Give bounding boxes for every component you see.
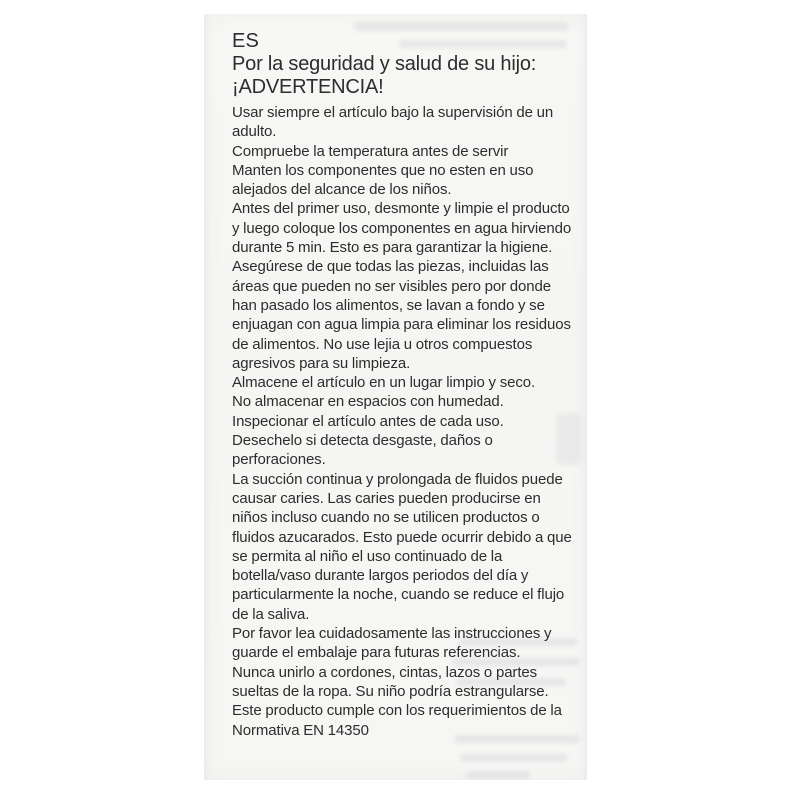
instruction-leaflet-page [204,14,587,780]
instruction-paragraph: Almacene el artículo en un lugar limpio y seco. [232,374,536,392]
instruction-paragraph: Por favor lea cuidadosamente las instrucciones y guarde el embalaje para futuras referencias. [232,625,552,662]
safety-heading: Por la seguridad y salud de su hijo: [232,53,537,75]
instruction-paragraph: Este producto cumple con los requerimientos de la Normativa EN 14350 [232,702,562,739]
instruction-paragraph: No almacenar en espacios con humedad. [232,393,504,411]
page-showthrough-ghost [460,754,568,762]
leaflet-content [204,14,587,740]
instruction-paragraph: Nunca unirlo a cordones, cintas, lazos o partes sueltas de la ropa. Su niño podría estrangularse. [232,663,549,700]
instruction-paragraph: Inspecionar el artículo antes de cada uso. [232,412,504,430]
instructions-text [232,103,572,740]
instruction-paragraph: Compruebe la temperatura antes de servir [232,142,509,160]
instruction-paragraph: Desechelo si detecta desgaste, daños o perforaciones. [232,432,493,469]
language-code-label: ES [232,30,260,52]
instruction-paragraph: La succión continua y prolongada de fluidos puede causar caries. Las caries pueden producirse en niños incluso cuando no se utilicen productos o fluidos azucarados. Esto puede ocurrir debido a que se permita al niño el uso continuado de la botella/vaso durante largos periodos del día y particularmente la noche, cuando se reduce el flujo de la saliva. [232,470,572,623]
instruction-paragraph: Usar siempre el artículo bajo la supervisión de un adulto. [232,104,554,141]
instruction-paragraph: Manten los componentes que no esten en uso alejados del alcance de los niños. [232,161,534,199]
warning-heading: ¡ADVERTENCIA! [232,76,384,98]
instruction-paragraph: Antes del primer uso, desmonte y limpie el producto y luego coloque los componentes en agua hirviendo durante 5 min. Esto es para garantizar la higiene. [232,200,572,257]
page-showthrough-ghost [466,771,530,779]
instruction-paragraph: Asegúrese de que todas las piezas, incluidas las áreas que pueden no ser visibles pero por donde han pasado los alimentos, se lavan a fondo y se enjuagan con agua limpia para eliminar los residuos de alimentos. No use lejia u otros compuestos agresivos para su limpieza. [232,258,571,372]
